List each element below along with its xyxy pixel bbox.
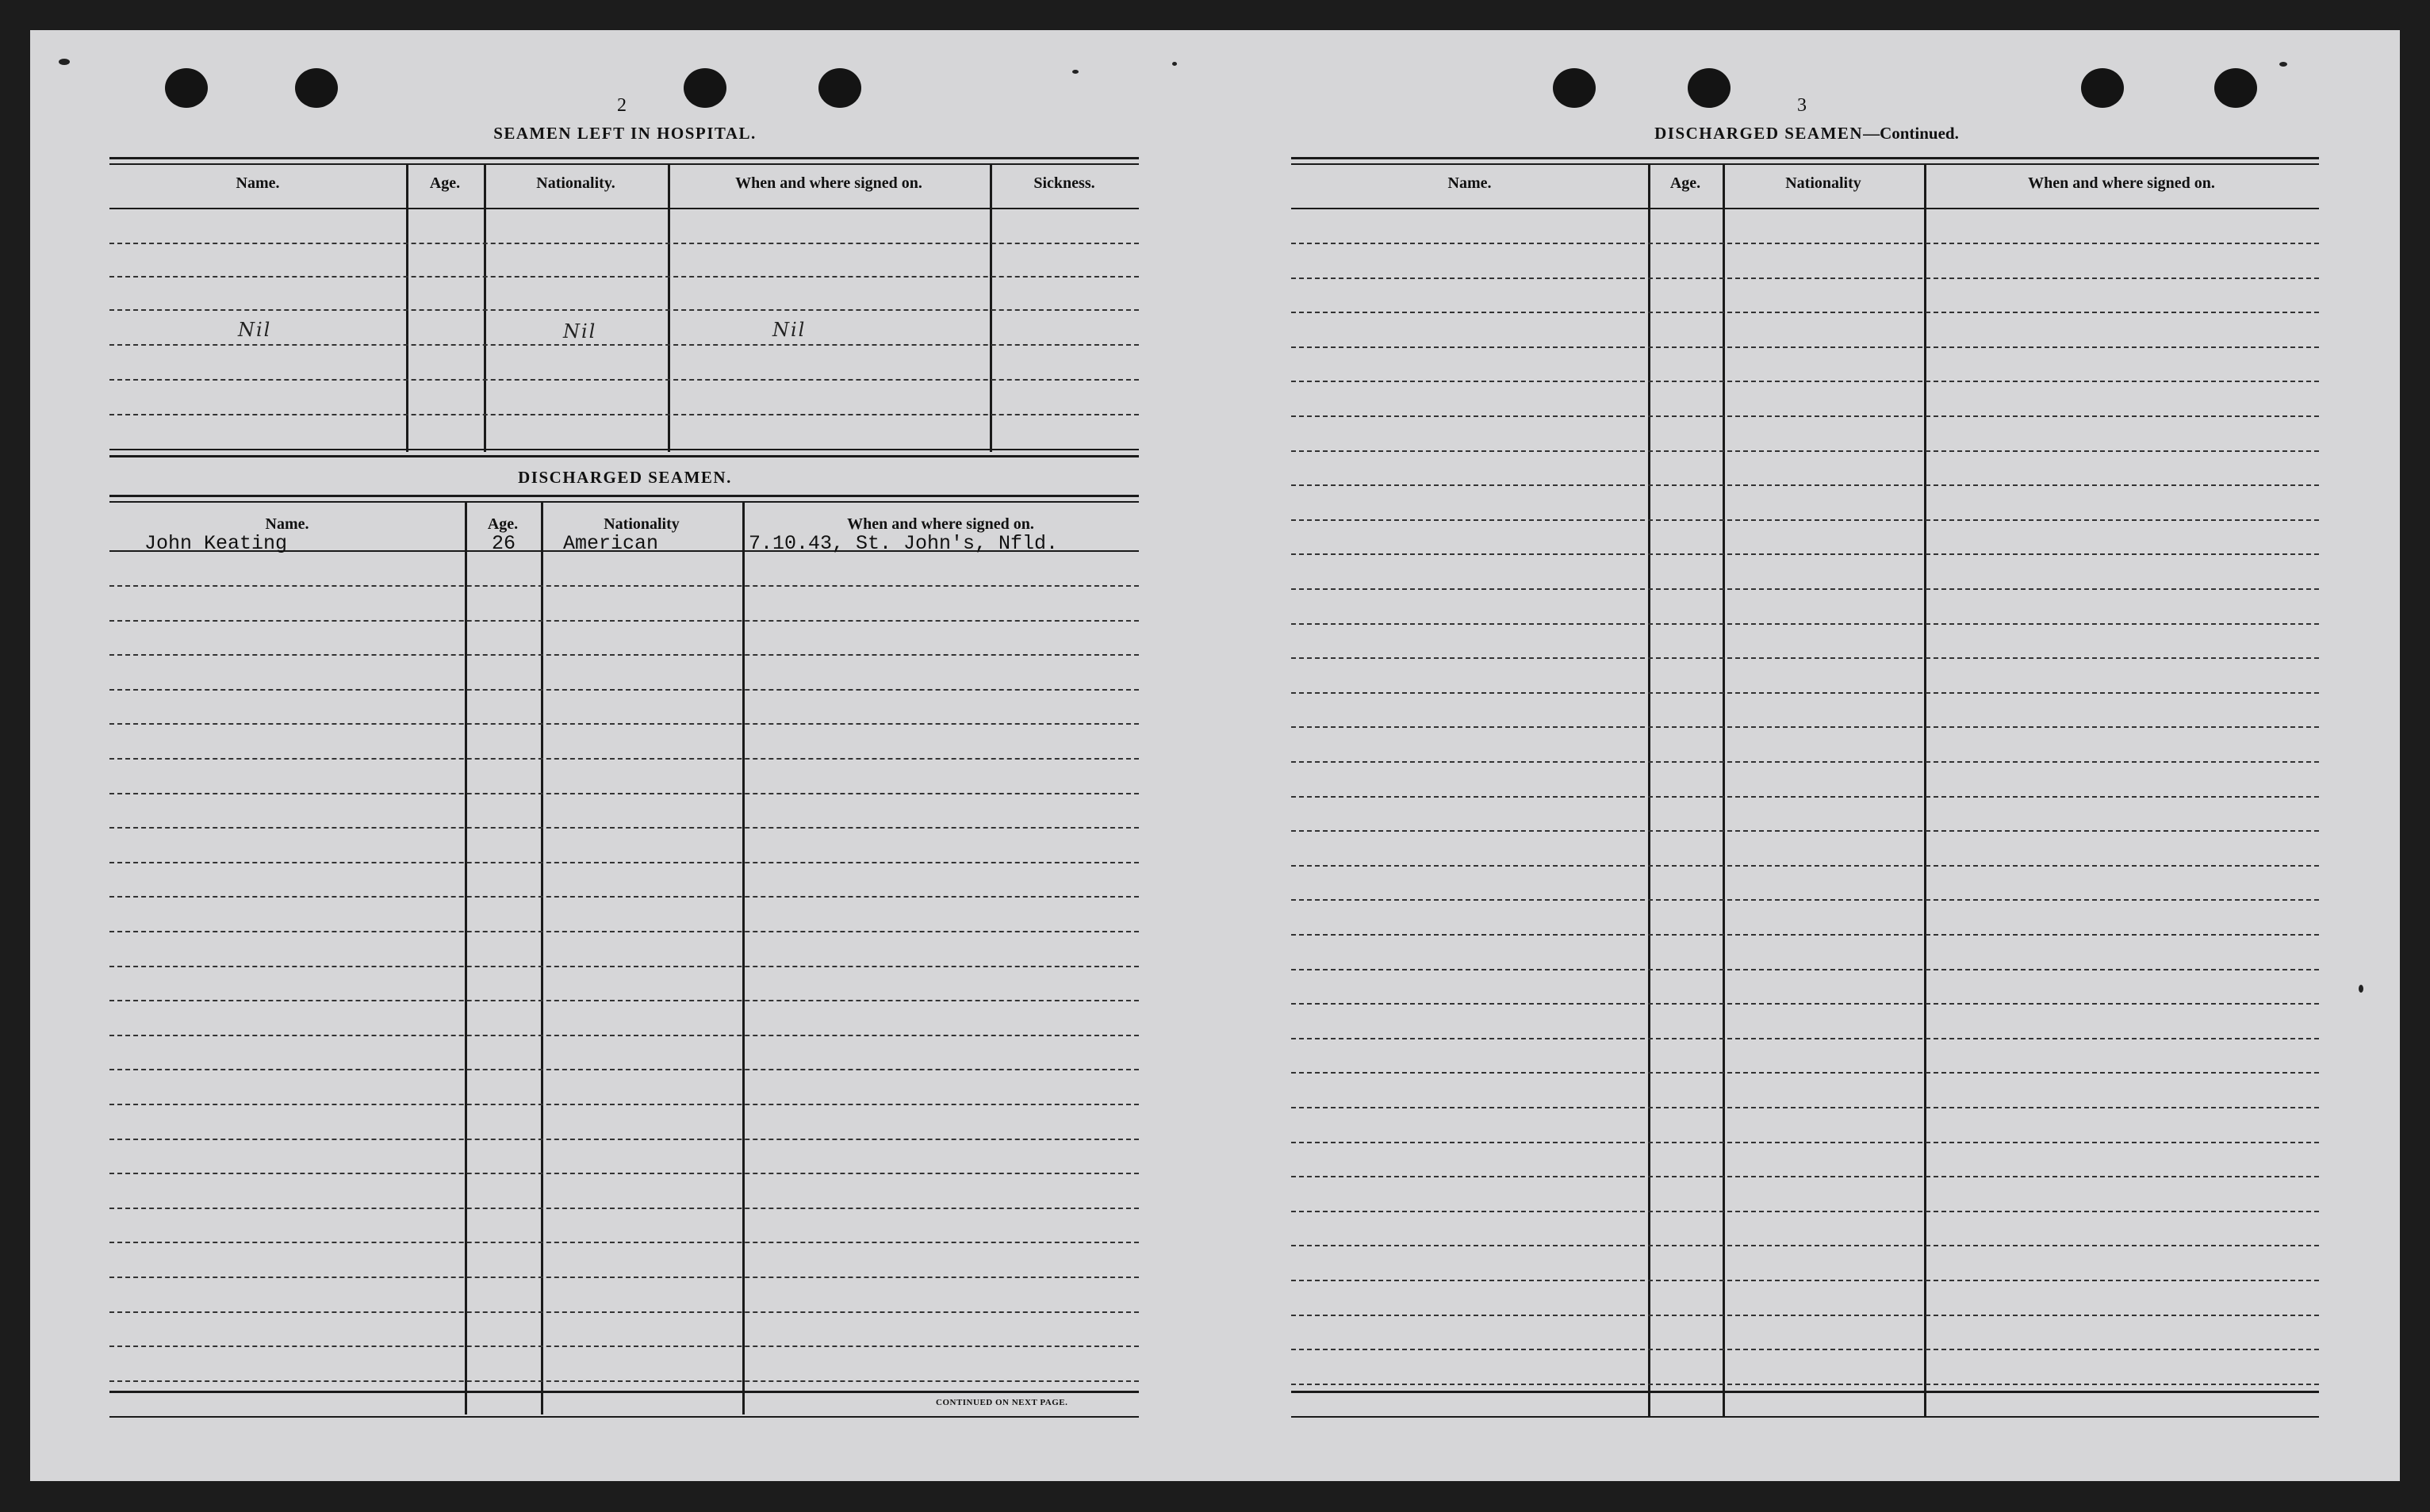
dashed-row-line — [1291, 1176, 2319, 1177]
right-page-number: 3 — [1797, 95, 1807, 116]
dashed-row-line — [1291, 519, 2319, 521]
discharged-section-title: DISCHARGED SEAMEN. — [518, 468, 732, 487]
right-section-title — [1537, 124, 2076, 144]
dashed-row-line — [109, 689, 1139, 691]
punch-hole — [1688, 68, 1731, 108]
dashed-row-line — [1291, 1280, 2319, 1281]
speck — [2279, 62, 2287, 67]
punch-hole — [295, 68, 338, 108]
dashed-row-line — [1291, 726, 2319, 728]
column-divider — [668, 165, 670, 452]
punch-hole — [684, 68, 726, 108]
speck — [2359, 985, 2363, 993]
dashed-row-line — [1291, 588, 2319, 590]
handwritten-nil-signed-on: Nil — [772, 319, 807, 341]
dashed-row-line — [1291, 1072, 2319, 1074]
dashed-row-line — [1291, 969, 2319, 970]
dashed-row-line — [1291, 1003, 2319, 1005]
dashed-row-line — [109, 1277, 1139, 1278]
dashed-row-line — [109, 1035, 1139, 1036]
dashed-row-line — [109, 309, 1139, 311]
dashed-row-line — [109, 1242, 1139, 1243]
dashed-row-line — [109, 1104, 1139, 1105]
dashed-row-line — [1291, 381, 2319, 382]
hospital-col-nationality: Nationality. — [536, 174, 615, 192]
discharged-col-age: Age. — [487, 515, 519, 533]
speck — [59, 59, 70, 65]
dashed-row-line — [1291, 278, 2319, 279]
dashed-row-line — [1291, 623, 2319, 625]
dashed-row-line — [1291, 1349, 2319, 1350]
right-col-signed-on: When and where signed on. — [2028, 174, 2215, 192]
dashed-row-line — [109, 414, 1139, 415]
rule — [109, 157, 1139, 159]
dashed-row-line — [1291, 1142, 2319, 1143]
dashed-row-line — [109, 793, 1139, 794]
dashed-row-line — [1291, 243, 2319, 244]
dashed-row-line — [109, 1208, 1139, 1209]
dashed-row-line — [1291, 553, 2319, 555]
column-divider — [484, 165, 486, 452]
dashed-row-line — [1291, 346, 2319, 348]
punch-hole — [2214, 68, 2257, 108]
dashed-row-line — [1291, 761, 2319, 763]
dashed-row-line — [1291, 1245, 2319, 1246]
dashed-row-line — [1291, 934, 2319, 936]
column-divider — [1924, 165, 1926, 1416]
dashed-row-line — [109, 1000, 1139, 1001]
dashed-row-line — [109, 344, 1139, 346]
rule — [109, 495, 1139, 497]
hospital-col-sickness: Sickness. — [1033, 174, 1095, 192]
punch-hole — [2081, 68, 2124, 108]
dashed-row-line — [109, 966, 1139, 967]
dashed-row-line — [109, 585, 1139, 587]
dashed-row-line — [109, 1173, 1139, 1174]
dashed-row-line — [109, 1139, 1139, 1140]
dashed-row-line — [109, 620, 1139, 622]
right-col-name: Name. — [1447, 174, 1492, 192]
handwritten-nil-nationality: Nil — [563, 320, 597, 343]
dashed-row-line — [1291, 692, 2319, 694]
dashed-row-line — [109, 654, 1139, 656]
dashed-row-line — [109, 276, 1139, 278]
dashed-row-line — [1291, 830, 2319, 832]
rule — [1291, 163, 2319, 165]
dashed-row-line — [1291, 450, 2319, 452]
continued-note: CONTINUED ON NEXT PAGE. — [936, 1398, 1068, 1407]
dashed-row-line — [109, 758, 1139, 760]
dashed-row-line — [1291, 657, 2319, 659]
rule — [1291, 1391, 2319, 1393]
column-divider — [1723, 165, 1725, 1416]
dashed-row-line — [109, 1345, 1139, 1347]
header-rule — [109, 208, 1139, 209]
rule — [109, 455, 1139, 457]
dashed-row-line — [1291, 899, 2319, 901]
right-title-sub: —Continued. — [1863, 124, 1959, 143]
dashed-row-line — [1291, 415, 2319, 417]
discharged-row-signed-on: 7.10.43, St. John's, Nfld. — [749, 532, 1059, 555]
punch-hole — [818, 68, 861, 108]
right-title-main: DISCHARGED SEAMEN — [1654, 124, 1864, 143]
rule — [109, 449, 1139, 450]
discharged-row-name: John Keating — [144, 532, 288, 555]
dashed-row-line — [109, 243, 1139, 244]
rule — [109, 501, 1139, 503]
dashed-row-line — [109, 931, 1139, 932]
punch-hole — [165, 68, 208, 108]
dashed-row-line — [109, 379, 1139, 381]
dashed-row-line — [1291, 484, 2319, 486]
rule — [109, 1416, 1139, 1418]
hospital-col-age: Age. — [429, 174, 461, 192]
dashed-row-line — [1291, 1315, 2319, 1316]
discharged-row-age: 26 — [492, 532, 516, 555]
rule — [1291, 157, 2319, 159]
rule — [109, 1391, 1139, 1393]
dashed-row-line — [109, 827, 1139, 829]
dashed-row-line — [1291, 1107, 2319, 1108]
discharged-col-signed-on: When and where signed on. — [847, 515, 1034, 533]
header-rule — [1291, 208, 2319, 209]
dashed-row-line — [1291, 1211, 2319, 1212]
dashed-row-line — [109, 896, 1139, 898]
hospital-col-signed-on: When and where signed on. — [735, 174, 922, 192]
handwritten-nil-name: Nil — [238, 319, 272, 341]
hospital-section-title: SEAMEN LEFT IN HOSPITAL. — [493, 124, 757, 143]
discharged-col-name: Name. — [265, 515, 309, 533]
column-divider — [406, 165, 408, 452]
discharged-row-nationality: American — [563, 532, 659, 555]
dashed-row-line — [1291, 796, 2319, 798]
dashed-row-line — [109, 1380, 1139, 1382]
rule — [1291, 1416, 2319, 1418]
left-page-number: 2 — [617, 95, 627, 116]
punch-hole — [1553, 68, 1596, 108]
dashed-row-line — [109, 862, 1139, 863]
dashed-row-line — [1291, 1038, 2319, 1039]
dashed-row-line — [109, 1069, 1139, 1070]
dashed-row-line — [1291, 1384, 2319, 1385]
column-divider — [1648, 165, 1650, 1416]
discharged-col-nationality: Nationality — [604, 515, 680, 533]
column-divider — [990, 165, 992, 452]
dashed-row-line — [1291, 865, 2319, 867]
document-sheet — [30, 30, 2400, 1481]
dashed-row-line — [1291, 312, 2319, 313]
dashed-row-line — [109, 1311, 1139, 1313]
dashed-row-line — [109, 723, 1139, 725]
hospital-col-name: Name. — [236, 174, 280, 192]
speck — [1172, 62, 1177, 66]
rule — [109, 163, 1139, 165]
right-col-age: Age. — [1669, 174, 1701, 192]
speck — [1072, 70, 1079, 74]
right-col-nationality: Nationality — [1785, 174, 1861, 192]
